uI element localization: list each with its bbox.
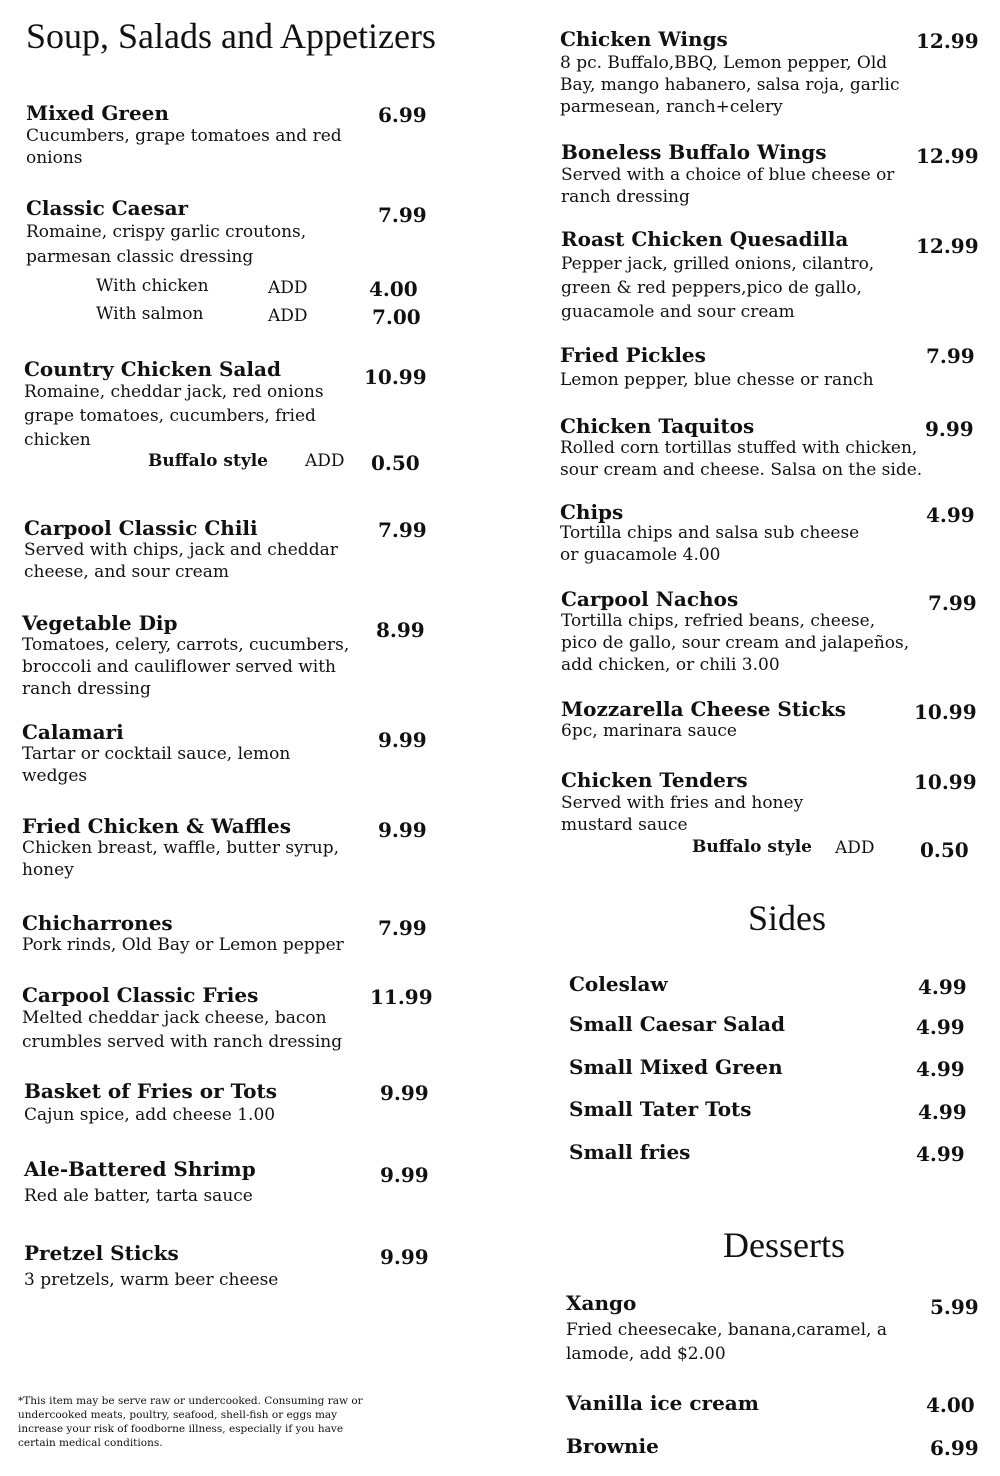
item-desc-fried-pickles: Lemon pepper, blue chesse or ranch [560,370,874,390]
side-price-small-tater-tots: 4.99 [918,1100,967,1124]
item-desc-ale-battered-shrimp: Red ale batter, tarta sauce [24,1186,253,1206]
item-desc-roast-chicken-quesadilla: Pepper jack, grilled onions, cilantro, green & red peppers,pico de gallo, guacamole and sour cream [561,254,875,322]
appetizers-heading: Soup, Salads and Appetizers [26,16,436,56]
addon-label-salmon: With salmon [96,304,204,324]
item-price-basket-fries-tots: 9.99 [380,1081,429,1105]
item-name-basket-fries-tots: Basket of Fries or Tots [24,1079,278,1103]
item-name-mixed-green: Mixed Green [26,101,169,125]
item-name-country-chicken-salad: Country Chicken Salad [24,357,281,381]
item-name-vegetable-dip: Vegetable Dip [22,611,178,635]
dessert-price-brownie: 6.99 [930,1436,979,1460]
item-desc-carpool-classic-fries: Melted cheddar jack cheese, bacon crumbles served with ranch dressing [22,1008,343,1052]
item-name-chicken-taquitos: Chicken Taquitos [560,414,755,438]
item-price-chicharrones: 7.99 [378,916,427,940]
side-price-small-caesar-salad: 4.99 [916,1015,965,1039]
item-name-classic-caesar: Classic Caesar [26,196,189,220]
addon-price-salmon: 7.00 [372,305,421,329]
item-desc-fried-chicken-waffles: Chicken breast, waffle, butter syrup, honey [22,838,340,880]
addon-price-buffalo-salad: 0.50 [371,451,420,475]
item-price-mozzarella-cheese-sticks: 10.99 [914,700,977,724]
item-price-carpool-nachos: 7.99 [928,591,977,615]
item-desc-country-chicken-salad: Romaine, cheddar jack, red onions grape tomatoes, cucumbers, fried chicken [24,382,324,450]
item-name-calamari: Calamari [22,720,124,744]
item-name-boneless-buffalo-wings: Boneless Buffalo Wings [561,140,827,164]
item-price-vegetable-dip: 8.99 [376,618,425,642]
raw-food-disclaimer: *This item may be serve raw or undercooked. Consuming raw or undercooked meats, poultry, seafood, shell-fish or eggs may increase your risk of foodborne illness, especially if you have certain medical conditions. [18,1395,363,1449]
item-price-chips: 4.99 [926,503,975,527]
item-name-carpool-nachos: Carpool Nachos [561,587,739,611]
item-desc-basket-fries-tots: Cajun spice, add cheese 1.00 [24,1105,276,1125]
dessert-price-vanilla-ice-cream: 4.00 [926,1393,975,1417]
item-price-pretzel-sticks: 9.99 [380,1245,429,1269]
item-desc-mozzarella-cheese-sticks: 6pc, marinara sauce [561,721,737,741]
dessert-name-brownie: Brownie [566,1434,659,1458]
item-name-carpool-classic-chili: Carpool Classic Chili [24,516,258,540]
dessert-name-xango: Xango [566,1291,637,1315]
side-name-small-mixed-green: Small Mixed Green [569,1055,783,1079]
addon-label-chicken: With chicken [96,276,209,296]
item-desc-carpool-classic-chili: Served with chips, jack and cheddar cheese, and sour cream [24,540,338,582]
desserts-heading: Desserts [723,1225,845,1265]
item-name-ale-battered-shrimp: Ale-Battered Shrimp [24,1157,256,1181]
item-name-pretzel-sticks: Pretzel Sticks [24,1241,179,1265]
side-name-coleslaw: Coleslaw [569,972,668,996]
item-price-fried-pickles: 7.99 [926,344,975,368]
addon-price-chicken: 4.00 [369,277,418,301]
side-price-small-mixed-green: 4.99 [916,1057,965,1081]
item-desc-vegetable-dip: Tomatoes, celery, carrots, cucumbers, broccoli and cauliflower served with ranch dressing [22,635,350,699]
item-price-mixed-green: 6.99 [378,103,427,127]
item-price-classic-caesar: 7.99 [378,203,427,227]
side-name-small-fries: Small fries [569,1140,691,1164]
dessert-price-xango: 5.99 [930,1295,979,1319]
item-desc-chicken-tenders: Served with fries and honey mustard sauce [561,793,804,835]
side-price-small-fries: 4.99 [916,1142,965,1166]
item-desc-pretzel-sticks: 3 pretzels, warm beer cheese [24,1270,279,1290]
item-desc-chips: Tortilla chips and salsa sub cheese or guacamole 4.00 [560,523,860,565]
item-price-chicken-wings: 12.99 [916,29,979,53]
item-price-chicken-tenders: 10.99 [914,770,977,794]
side-name-small-tater-tots: Small Tater Tots [569,1097,752,1121]
item-name-fried-pickles: Fried Pickles [560,343,706,367]
side-name-small-caesar-salad: Small Caesar Salad [569,1012,785,1036]
item-desc-carpool-nachos: Tortilla chips, refried beans, cheese, pico de gallo, sour cream and jalapeños, add chicken, or chili 3.00 [561,611,910,675]
item-price-country-chicken-salad: 10.99 [364,365,427,389]
item-name-chips: Chips [560,500,624,524]
item-desc-boneless-buffalo-wings: Served with a choice of blue cheese or ranch dressing [561,165,895,207]
addon-add-buffalo-salad: ADD [305,451,345,471]
item-name-chicken-tenders: Chicken Tenders [561,768,748,792]
item-desc-chicken-taquitos: Rolled corn tortillas stuffed with chicken, sour cream and cheese. Salsa on the side. [560,438,923,480]
addon-price-buffalo-tenders: 0.50 [920,838,969,862]
item-price-roast-chicken-quesadilla: 12.99 [916,234,979,258]
item-name-carpool-classic-fries: Carpool Classic Fries [22,983,259,1007]
item-price-carpool-classic-chili: 7.99 [378,518,427,542]
item-price-calamari: 9.99 [378,728,427,752]
side-price-coleslaw: 4.99 [918,975,967,999]
item-desc-calamari: Tartar or cocktail sauce, lemon wedges [22,744,291,786]
item-name-fried-chicken-waffles: Fried Chicken & Waffles [22,814,291,838]
item-price-boneless-buffalo-wings: 12.99 [916,144,979,168]
item-price-fried-chicken-waffles: 9.99 [378,818,427,842]
addon-label-buffalo-tenders: Buffalo style [692,837,812,857]
sides-heading: Sides [748,898,827,938]
item-desc-mixed-green: Cucumbers, grape tomatoes and red onions [26,126,342,168]
addon-add-salmon: ADD [268,306,308,326]
addon-add-buffalo-tenders: ADD [835,838,875,858]
addon-label-buffalo-salad: Buffalo style [148,451,268,471]
dessert-name-vanilla-ice-cream: Vanilla ice cream [566,1391,759,1415]
item-desc-chicharrones: Pork rinds, Old Bay or Lemon pepper [22,935,344,955]
dessert-desc-xango: Fried cheesecake, banana,caramel, a lamode, add $2.00 [566,1320,887,1364]
item-price-chicken-taquitos: 9.99 [925,417,974,441]
item-name-mozzarella-cheese-sticks: Mozzarella Cheese Sticks [561,697,846,721]
addon-add-chicken: ADD [268,278,308,298]
item-price-ale-battered-shrimp: 9.99 [380,1163,429,1187]
item-name-chicharrones: Chicharrones [22,911,173,935]
item-price-carpool-classic-fries: 11.99 [370,985,433,1009]
item-name-roast-chicken-quesadilla: Roast Chicken Quesadilla [561,227,849,251]
item-name-chicken-wings: Chicken Wings [560,27,728,51]
item-desc-classic-caesar: Romaine, crispy garlic croutons, parmesan classic dressing [26,222,307,267]
item-desc-chicken-wings: 8 pc. Buffalo,BBQ, Lemon pepper, Old Bay, mango habanero, salsa roja, garlic parmesean, ranch+celery [560,53,900,117]
